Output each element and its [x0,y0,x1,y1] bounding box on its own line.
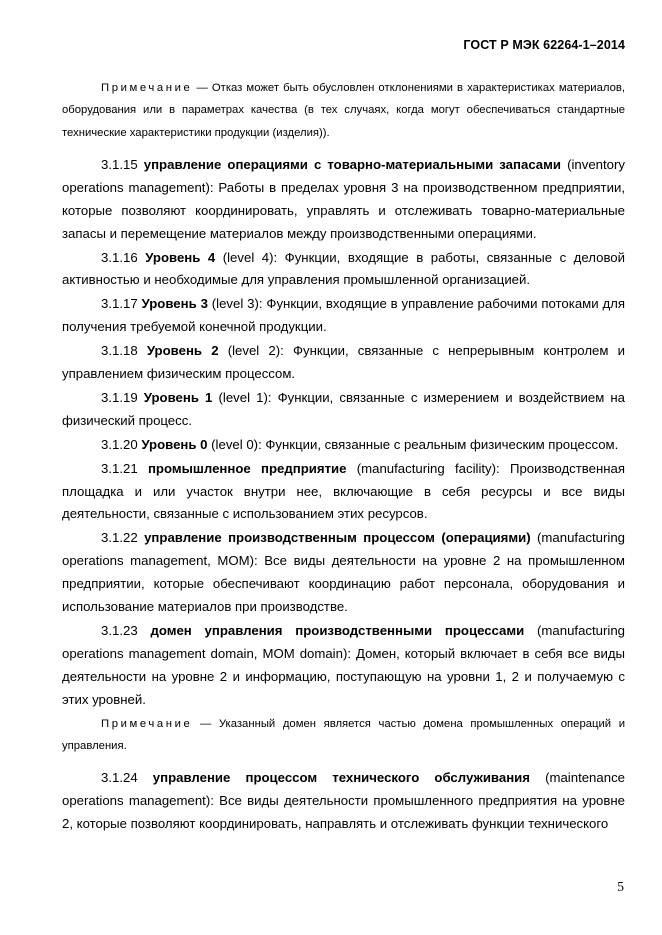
entry-number: 3.1.22 [101,530,138,546]
entry-number: 3.1.24 [101,770,138,786]
entry-number: 3.1.19 [101,389,138,405]
term-entry-3-1-23 [62,620,625,712]
entry-term: Уровень 1 [143,389,213,405]
entry-term: Уровень 2 [146,343,219,359]
entry-definition: (inventory operations management): Работы в пределах уровня 3 на производственном предприятии, которые позволяют координировать, управлять и отслеживать товарно-материальные запасы и перемещение материалов между производственными операциями. [62,156,625,241]
entry-definition: (level 1): Функции, связанные с измерением и воздействием на физический процесс. [62,389,625,428]
term-entry-3-1-15 [62,154,625,246]
page-number: 5 [617,879,624,894]
entry-term: управление операциями с товарно-материальными запасами [143,156,562,172]
entry-number: 3.1.16 [101,249,138,265]
entry-definition: (manufacturing operations management, MOM): Все виды деятельности на уровне 2 на промышленном предприятии, которые обеспечивают координацию работ персонала, оборудования и использование материалов при производстве. [62,530,626,615]
entry-definition: (level 0): Функции, связанные с реальным физическим процессом. [207,436,619,452]
note-label: Примечание [101,717,193,730]
entry-definition: (level 3): Функции, входящие в управление рабочими потоками для получения требуемой конечной продукции. [62,296,625,335]
note-label: Примечание [101,82,193,94]
entry-term: домен управления производственными процессами [150,623,525,639]
note-text: — Указанный домен является частью домена промышленных операций и управления. [62,717,625,752]
entry-number: 3.1.18 [101,343,138,359]
entry-term: управление производственным процессом (операциями) [144,530,531,546]
entry-definition: (manufacturing facility): Производственная площадка и или участок внутри нее, включающие в себя ресурсы и все виды деятельности, связанные с использованием этих ресурсов. [62,460,626,522]
note-text: — Отказ может быть обусловлен отклонениями в характеристиках материалов, оборудования или в параметрах качества (в тех случаях, когда могут обеспечиваться стандартные технические характеристики продукции (изделия)). [62,82,625,139]
entry-definition: (level 4): Функции, входящие в работы, связанные с деловой активностью и необходимые для управления промышленной организацией. [62,249,626,288]
term-entry-3-1-20 [62,434,625,457]
entry-term: управление процессом технического обслуживания [152,770,530,786]
entry-number: 3.1.20 [101,436,138,452]
document-body [62,77,625,837]
term-entry-3-1-19 [62,387,625,433]
entry-number: 3.1.23 [101,623,138,639]
entry-term: Уровень 3 [141,296,208,312]
entry-number: 3.1.17 [101,296,138,312]
term-entry-3-1-17 [62,293,625,339]
document-header: ГОСТ Р МЭК 62264-1–2014 [463,38,625,52]
note-paragraph [62,713,625,758]
entry-definition: (maintenance operations management): Все виды деятельности промышленного предприятия на уровне 2, которые позволяют координировать, направлять и отслеживать функции технического [62,770,625,832]
entry-term: промышленное предприятие [147,460,347,476]
entry-definition: (manufacturing operations management domain, MOM domain): Домен, который включает в себя все виды деятельности на уровне 2 и информацию, поступающую на уровни 1, 2 и получаемую с этих уровней. [62,623,626,707]
note-paragraph [62,77,625,144]
term-entry-3-1-21 [62,458,625,527]
term-entry-3-1-16 [62,247,625,293]
entry-term: Уровень 0 [141,436,208,452]
entry-term: Уровень 4 [145,249,216,265]
entry-number: 3.1.15 [101,156,138,172]
entry-number: 3.1.21 [101,460,138,476]
term-entry-3-1-24 [62,767,625,836]
term-entry-3-1-18 [62,340,625,386]
entry-definition: (level 2): Функции, связанные с непрерывным контролем и управлением физическим процессом. [62,343,625,382]
term-entry-3-1-22 [62,527,625,619]
